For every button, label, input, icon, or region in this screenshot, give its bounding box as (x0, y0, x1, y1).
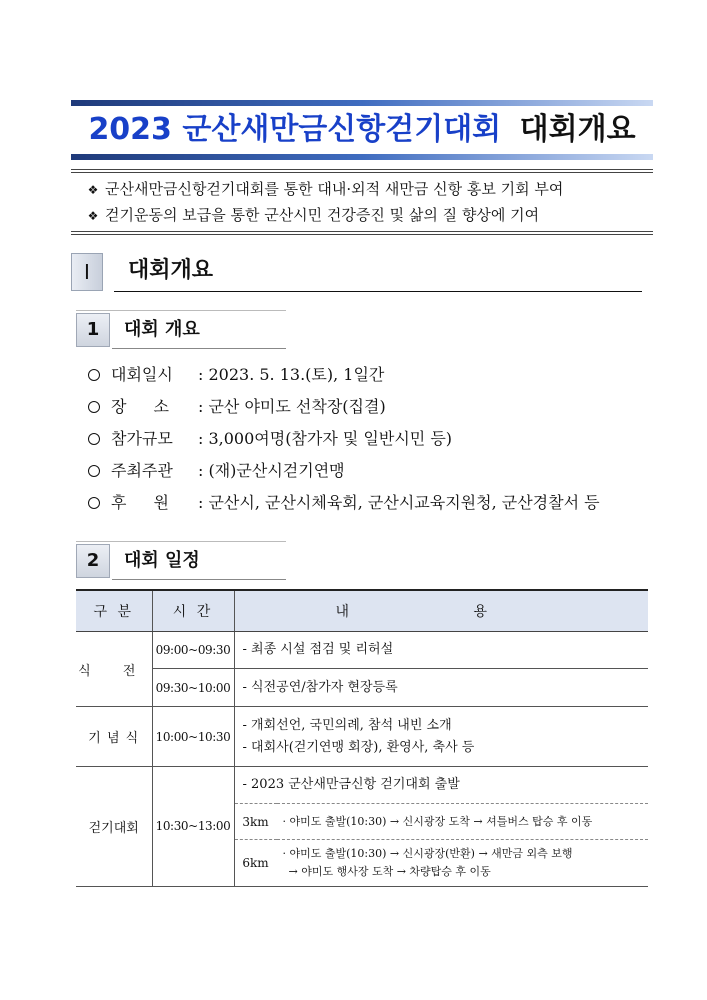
table-row (76, 669, 648, 707)
item-label: 참가규모 (111, 429, 173, 448)
subsection-top-rule (76, 310, 286, 311)
time-cell: 10:00~10:30 (152, 707, 234, 767)
diamond-bullet-icon: ❖ (87, 209, 99, 223)
category-cell: 걷기대회 (76, 767, 152, 887)
section-number: Ⅰ (71, 253, 103, 291)
overview-item-sponsor (88, 492, 600, 514)
item-label (111, 396, 169, 418)
content-cell (234, 632, 648, 669)
category-cell (76, 707, 152, 767)
purpose-rule (71, 169, 653, 170)
overview-item-host (88, 460, 345, 482)
circle-bullet-icon (88, 369, 100, 381)
circle-bullet-icon (88, 465, 100, 477)
course-distance: 6km (235, 840, 277, 886)
category-text: 기 념 식 (88, 731, 140, 746)
item-label-part: 후 (111, 493, 127, 512)
item-label-part: 장 (111, 397, 127, 416)
time-cell: 09:30~10:00 (152, 669, 234, 707)
course-row (235, 804, 649, 840)
item-label: 주최주관 (111, 461, 173, 480)
purpose-rule (71, 234, 653, 235)
purpose-rule (71, 172, 653, 173)
circle-bullet-icon (88, 497, 100, 509)
content-text: - 2023 군산새만금신항 걷기대회 출발 (242, 777, 460, 792)
course-distance: 3km (235, 804, 277, 840)
subsection-underline (112, 348, 286, 349)
circle-bullet-icon (88, 433, 100, 445)
course-detail-text: · 야미도 출발(10:30) → 신시광장 도착 → 셔틀버스 탑승 후 이동 (282, 814, 593, 828)
overview-item-scale (88, 428, 452, 450)
subsection-title: 대회 개요 (124, 319, 200, 340)
page-title (71, 108, 653, 152)
purpose-text: 걷기운동의 보급을 통한 군산시민 건강증진 및 삶의 질 향상에 기여 (105, 206, 540, 224)
content-cell (234, 707, 648, 767)
overview-item-date (88, 364, 384, 386)
content-text: - 최종 시설 점검 및 리허설 (242, 642, 394, 657)
title-top-rule (71, 100, 653, 106)
circle-bullet-icon (88, 401, 100, 413)
header-content-text: 내 용 (335, 604, 547, 620)
item-value: : (재)군산시걷기연맹 (198, 461, 345, 480)
purpose-text: 군산새만금신항걷기대회를 통한 대내·외적 새만금 신항 홍보 기회 부여 (105, 180, 564, 198)
item-label-part: 소 (153, 397, 169, 416)
course-detail-text: → 야미도 행사장 도착 → 차량탑승 후 이동 (288, 864, 491, 878)
category-cell (76, 632, 152, 707)
subsection-title: 대회 일정 (124, 550, 200, 571)
item-value: : 군산 야미도 선착장(집결) (198, 397, 386, 416)
subsection-underline (112, 579, 286, 580)
schedule-table (76, 589, 648, 887)
time-cell: 10:30~13:00 (152, 767, 234, 887)
category-text: 식 전 (78, 663, 150, 679)
section-title: 대회개요 (128, 258, 214, 283)
purpose-box (71, 169, 653, 235)
title-sub: 대회개요 (519, 112, 636, 147)
header-content (234, 590, 648, 632)
course-detail (277, 804, 649, 840)
item-label: 대회일시 (111, 365, 173, 384)
overview-item-place (88, 396, 386, 418)
purpose-rule (71, 231, 653, 232)
title-banner (71, 100, 653, 160)
title-main: 2023 군산새만금신항걷기대회 (88, 112, 502, 147)
content-cell (234, 669, 648, 707)
content-text: - 식전공연/참가자 현장등록 (242, 679, 398, 695)
diamond-bullet-icon: ❖ (87, 183, 99, 197)
item-label (111, 492, 169, 514)
course-detail-text: · 야미도 출발(10:30) → 신시광장(반환) → 새만금 외측 보행 (282, 846, 573, 860)
item-value: : 3,000여명(참가자 및 일반시민 등) (198, 429, 453, 448)
purpose-line (85, 204, 539, 227)
table-row (76, 632, 648, 669)
title-bottom-rule (71, 154, 653, 160)
item-label-part: 원 (153, 493, 169, 512)
course-table (235, 803, 649, 886)
course-row (235, 840, 649, 886)
section-underline (114, 291, 642, 292)
time-cell: 09:00~09:30 (152, 632, 234, 669)
subsection-number: 2 (76, 544, 110, 578)
content-text: - 개회선언, 국민의례, 참석 내빈 소개 (242, 717, 452, 733)
table-row (76, 767, 648, 887)
table-header-row (76, 590, 648, 632)
table-row (76, 707, 648, 767)
content-cell (234, 767, 648, 887)
item-value: : 2023. 5. 13.(토), 1일간 (198, 365, 385, 384)
purpose-line (85, 178, 563, 201)
content-text: - 대회사(걷기연맹 회장), 환영사, 축사 등 (242, 739, 475, 755)
header-category: 구 분 (76, 590, 152, 632)
header-time: 시 간 (152, 590, 234, 632)
course-detail (277, 840, 649, 886)
subsection-top-rule (76, 541, 286, 542)
item-value: : 군산시, 군산시체육회, 군산시교육지원청, 군산경찰서 등 (198, 493, 600, 512)
subsection-number: 1 (76, 313, 110, 347)
